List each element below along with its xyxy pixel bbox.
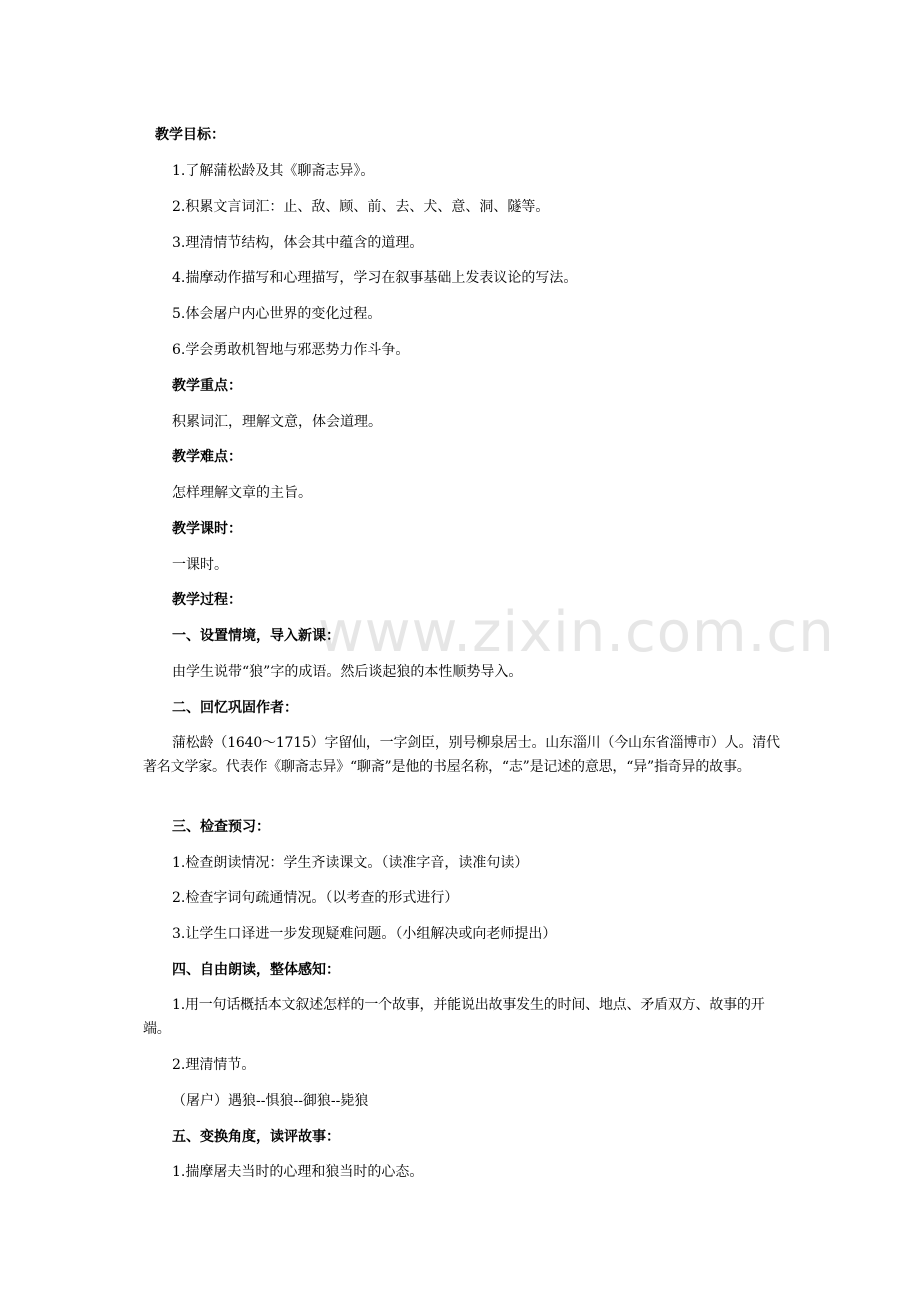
preview-item: 2.检查字词句疏通情况。（以考查的形式进行） <box>172 890 459 906</box>
commentary-item: 1.揣摩屠夫当时的心理和狼当时的心态。 <box>172 1164 424 1180</box>
goal-item: 3.理清情节结构，体会其中蕴含的道理。 <box>172 235 424 251</box>
goal-item: 6.学会勇敢机智地与邪恶势力作斗争。 <box>172 342 410 358</box>
goal-item: 1.了解蒲松龄及其《聊斋志异》。 <box>172 163 375 179</box>
goal-item: 4.揣摩动作描写和心理描写，学习在叙事基础上发表议论的写法。 <box>172 270 578 286</box>
class-hours-heading: 教学课时： <box>172 521 242 537</box>
key-points-heading: 教学重点： <box>172 378 242 394</box>
process-heading: 教学过程： <box>172 592 242 608</box>
section-5-heading: 五、变换角度，读评故事： <box>172 1129 340 1145</box>
section-4-heading: 四、自由朗读，整体感知： <box>172 962 340 978</box>
difficulties-heading: 教学难点： <box>172 449 242 465</box>
section-1-text: 由学生说带“狼”字的成语。然后谈起狼的本性顺势导入。 <box>172 664 523 680</box>
preview-item: 3.让学生口译进一步发现疑难问题。（小组解决或向老师提出） <box>172 926 557 942</box>
author-paragraph: 蒲松龄（1640～1715）字留仙，一字剑臣，别号柳泉居士。山东淄川（今山东省淄博市）人。清代著名文学家。代表作《聊斋志异》“聊斋”是他的书屋名称，“志”是记述的意思，“异”指奇异的故事。 <box>143 735 780 775</box>
goal-item: 5.体会屠户内心世界的变化过程。 <box>172 306 382 322</box>
section-2-heading: 二、回忆巩固作者： <box>172 700 298 716</box>
watermark: www.zixin.com.cn <box>318 600 835 665</box>
class-hours-text: 一课时。 <box>172 557 228 573</box>
goal-item: 2.积累文言词汇：止、敌、顾、前、去、犬、意、洞、隧等。 <box>172 199 550 215</box>
reading-item: 1.用一句话概括本文叙述怎样的一个故事，并能说出故事发生的时间、地点、矛盾双方、故事的开端。 <box>143 997 765 1037</box>
section-1-heading: 一、设置情境，导入新课： <box>172 628 340 644</box>
difficulties-text: 怎样理解文章的主旨。 <box>172 485 312 501</box>
section-3-heading: 三、检查预习： <box>172 819 270 835</box>
key-points-text: 积累词汇，理解文意，体会道理。 <box>172 414 382 430</box>
reading-item: 2.理清情节。 <box>172 1057 256 1073</box>
preview-item: 1.检查朗读情况：学生齐读课文。（读准字音，读准句读） <box>172 855 529 871</box>
teaching-goals-heading: 教学目标： <box>155 127 225 143</box>
plot-line: （屠户）遇狼--惧狼--御狼--毙狼 <box>172 1093 369 1109</box>
